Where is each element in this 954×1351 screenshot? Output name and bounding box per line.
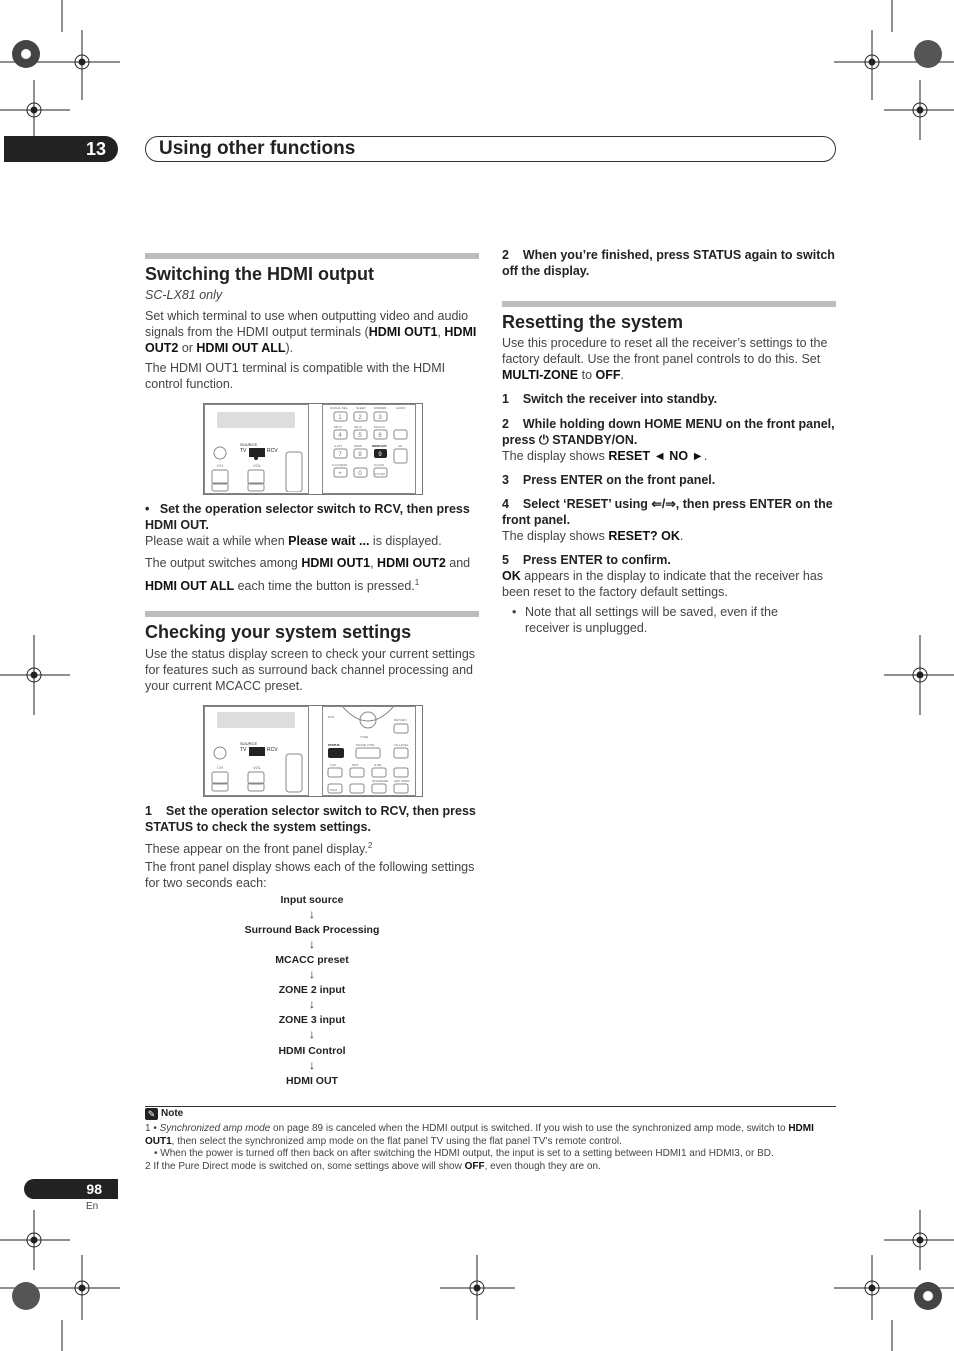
flow-arrow: ↓ [309, 997, 315, 1011]
flow-item: Surround Back Processing [244, 924, 380, 936]
source-label: SOURCE [240, 442, 258, 447]
svg-text:CH: CH [217, 463, 223, 468]
hdmi-intro: Set which terminal to use when outputting video and audio signals from the HDMI output terminals (HDMI OUT1, HDMI OUT2 or HDMI OUT ALL). [145, 309, 477, 355]
svg-text:0: 0 [358, 471, 362, 477]
flow-item: HDMI OUT [286, 1075, 338, 1087]
svg-text:SLEEP: SLEEP [356, 406, 366, 410]
section-bar [145, 253, 479, 259]
reset-bullet: • [512, 605, 517, 619]
flow-item: MCACC preset [275, 954, 349, 966]
svg-text:VOL: VOL [253, 463, 262, 468]
note-label: Note [161, 1108, 184, 1119]
reset-step-4-display: The display shows RESET? OK. [502, 529, 684, 543]
note-icon: ✎ [145, 1108, 158, 1120]
svg-text:SIGNAL SEL: SIGNAL SEL [330, 406, 348, 410]
flow-arrow: ↓ [309, 1058, 315, 1072]
svg-text:TV: TV [240, 448, 247, 454]
chapter-number: 13 [4, 136, 118, 162]
flow-item: HDMI Control [278, 1045, 346, 1057]
remote-illustration-hdmi [203, 403, 423, 495]
page-number: 98 [24, 1179, 118, 1199]
footnote-2: 2 If the Pure Direct mode is switched on, some settings above will show OFF, even though they are on. [145, 1161, 601, 1172]
svg-text:CH LEVEL: CH LEVEL [394, 743, 409, 747]
svg-text:AUDIO: AUDIO [396, 406, 406, 410]
check-appear: These appear on the front panel display.$^2$ [145, 841, 373, 857]
svg-text:2: 2 [358, 415, 362, 421]
reset-step-2: 2 While holding down HOME MENU on the front panel, press ⏻ STANDBY/ON. [502, 417, 835, 447]
svg-text:RCV: RCV [267, 747, 278, 753]
section-bar [145, 611, 479, 617]
section-title-reset: Resetting the system [502, 312, 684, 332]
check-intro: Use the status display screen to check your current settings for features such as surround back channel processing and your current MCACC preset. [145, 647, 476, 693]
svg-text:SB ch: SB ch [354, 425, 363, 429]
reset-step-4: 4 Select ‘RESET’ using ⇐/⇒, then press ENTER on the front panel. [502, 497, 833, 527]
svg-text:SB ch: SB ch [334, 425, 343, 429]
svg-text:1: 1 [338, 415, 342, 421]
svg-text:D.MIL: D.MIL [374, 763, 383, 767]
svg-text:TUNE: TUNE [360, 735, 369, 739]
check-step-1: 1 Set the operation selector switch to RCV, then press STATUS to check the system settings. [145, 804, 476, 834]
footnote-1b: • When the power is turned off then back on after switching the HDMI output, the input is set to a setting between HDMI1 and HDMI3, or BD. [154, 1148, 774, 1159]
svg-text:SOURCE: SOURCE [240, 741, 258, 746]
section-bar [502, 301, 836, 307]
svg-text:HDMI OUT: HDMI OUT [372, 444, 387, 448]
flow-item: ZONE 3 input [278, 1014, 346, 1026]
svg-text:9: 9 [378, 452, 382, 458]
reset-step-2-display: The display shows RESET ◄ NO ►. [502, 449, 708, 463]
reset-intro: Use this procedure to reset all the receiver’s settings to the factory default. Use the front panel controls to do this. Set MULTI-ZONE to OFF. [502, 336, 828, 382]
reset-step-3: 3 Press ENTER on the front panel. [502, 473, 716, 487]
reset-note: Note that all settings will be saved, even if the receiver is unplugged. [525, 605, 778, 635]
remote-illustration-status [203, 705, 423, 797]
svg-text:3: 3 [378, 415, 382, 421]
svg-text:STATUS: STATUS [328, 743, 340, 747]
svg-text:MPX: MPX [352, 763, 359, 767]
footnote-rule [145, 1106, 836, 1107]
check-step-2: 2 When you’re finished, press STATUS again to switch off the display. [502, 248, 835, 278]
reset-step-5: 5 Press ENTER to confirm. [502, 553, 671, 567]
svg-text:VOL: VOL [253, 765, 262, 770]
svg-text:RTN: RTN [328, 715, 335, 719]
svg-text:ENTER: ENTER [374, 472, 386, 476]
flow-item: Input source [280, 894, 344, 906]
hdmi-wait: Please wait a while when Please wait ... is displayed. [145, 534, 442, 548]
language-label: En [86, 1201, 99, 1212]
flow-arrow: ↓ [309, 937, 315, 951]
flow-arrow: ↓ [309, 967, 315, 981]
reset-ok: OK appears in the display to indicate that the receiver has been reset to the factory default settings. [502, 569, 824, 599]
svg-text:HDMI: HDMI [354, 444, 362, 448]
svg-text:5: 5 [358, 433, 362, 439]
svg-text:RETURN: RETURN [394, 718, 407, 722]
svg-text:RCV: RCV [267, 448, 278, 454]
section-title-hdmi: Switching the HDMI output [145, 264, 374, 284]
svg-text:PGM: PGM [330, 788, 337, 792]
svg-text:4: 4 [338, 433, 342, 439]
svg-text:A.ATT: A.ATT [334, 444, 343, 448]
svg-text:CH: CH [217, 765, 223, 770]
svg-text:8: 8 [358, 452, 362, 458]
svg-text:ADV SURR: ADV SURR [394, 779, 410, 783]
section-title-check: Checking your system settings [145, 622, 412, 642]
svg-text:6: 6 [378, 433, 382, 439]
flow-item: ZONE 2 input [278, 984, 346, 996]
svg-text:TV: TV [240, 747, 247, 753]
reset-step-1: 1 Switch the receiver into standby. [502, 392, 718, 406]
svg-text:S.ACCESS: S.ACCESS [332, 463, 348, 467]
svg-text:CLASS: CLASS [374, 463, 384, 467]
svg-text:+: + [338, 471, 342, 477]
svg-text:CH: CH [398, 444, 403, 448]
chapter-title: Using other functions [145, 136, 836, 162]
hdmi-compat: The HDMI OUT1 terminal is compatible with the HDMI control function. [145, 361, 446, 391]
check-front: The front panel display shows each of the following settings for two seconds each: [145, 860, 475, 890]
svg-text:STANDARD: STANDARD [372, 779, 389, 783]
svg-text:MCACC: MCACC [374, 425, 385, 429]
model-note: SC-LX81 only [145, 288, 223, 302]
flow-arrow: ↓ [309, 1027, 315, 1041]
footnote-1: 1 • Synchronized amp mode on page 89 is canceled when the HDMI output is switched. If you wish to use the synchronized amp mode, switch to HDMI OUT1, then select the synchronized amp mode on the flat panel TV using the flat panel TV’s remote control. [145, 1123, 814, 1147]
svg-text:PHASE CTRL: PHASE CTRL [356, 743, 375, 747]
svg-text:DIMMER: DIMMER [374, 406, 387, 410]
flow-arrow: ↓ [309, 907, 315, 921]
svg-text:THX: THX [330, 763, 336, 767]
hdmi-step: • Set the operation selector switch to RCV, then press HDMI OUT. [145, 502, 470, 532]
hdmi-switch: The output switches among HDMI OUT1, HDMI OUT2 and HDMI OUT ALL each time the button is pressed.$^1$ [145, 556, 471, 594]
svg-text:7: 7 [338, 452, 342, 458]
